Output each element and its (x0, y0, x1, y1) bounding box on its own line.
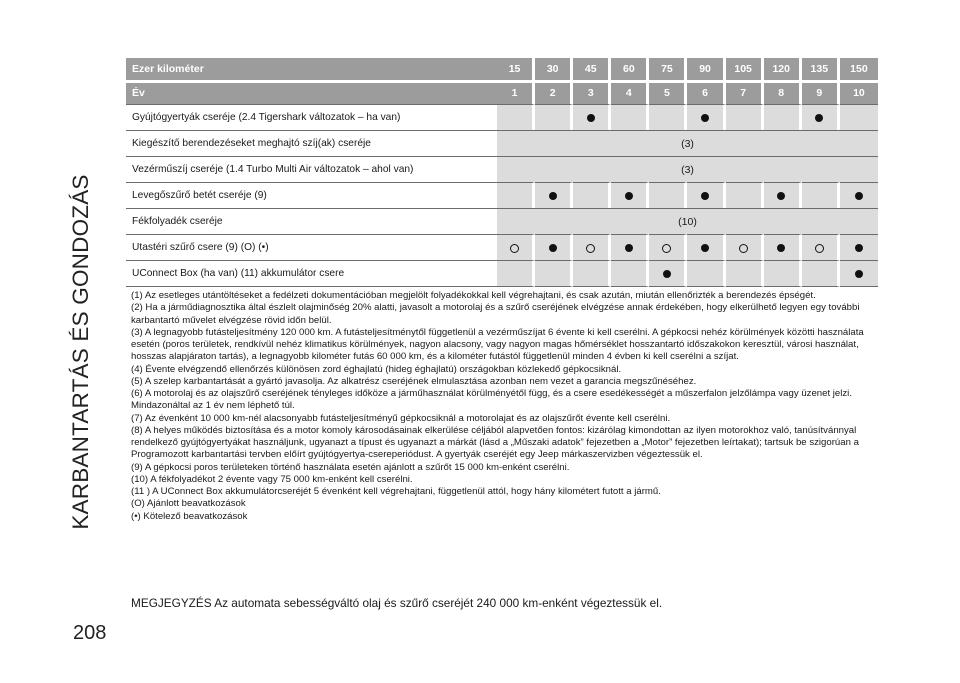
km-header-cell: 45 (573, 58, 611, 83)
row-label: Vezérműszíj cseréje (1.4 Turbo Multi Air változatok – ahol van) (126, 156, 497, 182)
mandatory-dot-icon (855, 192, 863, 200)
schedule-cell (802, 234, 840, 260)
footnotes (131, 290, 883, 523)
maintenance-schedule-table (126, 58, 878, 287)
km-header-label: Ezer kilométer (126, 58, 497, 83)
year-header-cell: 8 (764, 83, 802, 105)
schedule-cell (497, 104, 535, 130)
year-header-cell: 5 (649, 83, 687, 105)
schedule-cell (764, 182, 802, 208)
schedule-cell (840, 104, 878, 130)
km-header-cell: 90 (687, 58, 725, 83)
row-label: Utastéri szűrő csere (9) (O) (•) (126, 234, 497, 260)
page-number: 208 (73, 622, 107, 644)
schedule-cell (802, 104, 840, 130)
schedule-cell (649, 234, 687, 260)
schedule-cell (802, 260, 840, 287)
mandatory-dot-icon (777, 244, 785, 252)
schedule-cell (535, 104, 573, 130)
footnote: (3) A legnagyobb futásteljesítmény 120 000 km. A futásteljesítménytől függetlenül a vezérműszíjat 6 évente ki kell cserélni. A gépkocsi nehéz körülmények közötti használata esetén (poros területek, rendkívül nehéz klimatikus körülmények, nagyon alacsony, vagy nagyon magas hőmérséklet hosszantartó időszakokon keresztül, városi használat, hosszas alapjáraton tartás), a legnagyobb kilométer futás 60 000 km, és a kilométer futástól függetlenül minden 4 évben ki kell cserélni a szíjat. (131, 326, 864, 363)
row-label: Gyújtógyertyák cseréje (2.4 Tigershark változatok – ha van) (126, 104, 497, 130)
mandatory-dot-icon (587, 114, 595, 122)
year-header-cell: 2 (535, 83, 573, 105)
mandatory-dot-icon (663, 270, 671, 278)
chapter-title: KARBANTARTÁS ÉS GONDOZÁS (68, 174, 93, 530)
schedule-cell (573, 260, 611, 287)
schedule-cell (687, 260, 725, 287)
footnote: (10) A fékfolyadékot 2 évente vagy 75 000 km-enként kell cserélni. (131, 473, 413, 485)
mandatory-dot-icon (549, 192, 557, 200)
year-header-cell: 7 (726, 83, 764, 105)
km-header-cell: 105 (726, 58, 764, 83)
footnote: (5) A szelep karbantartását a gyártó javasolja. Az alkatrész cseréjének elmulasztása azonban nem vezet a garancia megszűnéséhez. (131, 375, 697, 387)
km-header-cell: 135 (802, 58, 840, 83)
schedule-cell (611, 260, 649, 287)
schedule-cell (497, 234, 535, 260)
final-note: MEGJEGYZÉS Az automata sebességváltó olaj és szűrő cseréjét 240 000 km-enként végeztessük el. (131, 596, 663, 610)
mandatory-dot-icon (777, 192, 785, 200)
schedule-cell (764, 260, 802, 287)
year-header-cell: 10 (840, 83, 878, 105)
schedule-cell (649, 182, 687, 208)
schedule-cell (687, 234, 725, 260)
mandatory-dot-icon (625, 192, 633, 200)
mandatory-dot-icon (701, 114, 709, 122)
mandatory-dot-icon (625, 244, 633, 252)
mandatory-dot-icon (815, 114, 823, 122)
km-header-cell: 120 (764, 58, 802, 83)
schedule-cell (726, 260, 764, 287)
recommended-circle-icon (510, 244, 519, 253)
schedule-cell (611, 234, 649, 260)
schedule-cell (840, 182, 878, 208)
footnote: (9) A gépkocsi poros területeken történő használata esetén ajánlott a szűrőt 15 000 km-enként cserélni. (131, 461, 570, 473)
mandatory-dot-icon (549, 244, 557, 252)
table-row (126, 260, 878, 287)
interval-note-cell: (10) (497, 208, 878, 234)
recommended-circle-icon (815, 244, 824, 253)
schedule-cell (687, 104, 725, 130)
mandatory-dot-icon (701, 244, 709, 252)
schedule-cell (840, 234, 878, 260)
row-label: Fékfolyadék cseréje (126, 208, 497, 234)
schedule-cell (726, 104, 764, 130)
km-header-cell: 60 (611, 58, 649, 83)
table-row (126, 234, 878, 260)
schedule-cell (764, 234, 802, 260)
schedule-cell (611, 104, 649, 130)
footnote: (11 ) A UConnect Box akkumulátorcseréjét 5 évenként kell végrehajtani, függetlenül attól, hogy hány kilométert futott a jármű. (131, 486, 661, 497)
footnote: (2) Ha a járműdiagnosztika által észlelt olajminőség 20% alatti, javasolt a motorolaj és a szűrő cseréjének elvégzése annak érdekében, hogy elkerülhető legyen egy további karbantartó művelet elvégzése rövid időn belül. (131, 302, 860, 326)
row-label: Kiegészítő berendezéseket meghajtó szíj(ak) cseréje (126, 130, 497, 156)
recommended-circle-icon (586, 244, 595, 253)
table-row (126, 208, 878, 234)
schedule-cell (497, 182, 535, 208)
recommended-circle-icon (739, 244, 748, 253)
schedule-cell (535, 234, 573, 260)
schedule-cell (497, 260, 535, 287)
footnote: (6) A motorolaj és az olajszűrő cseréjének tényleges időköze a járműhasználat körülményétől függ, és a csere esedékességét a műszerfalon jelzőlámpa vagy üzenet jelzi. Mindazonáltal az 1 év nem léphető túl. (131, 388, 852, 412)
schedule-cell (764, 104, 802, 130)
mandatory-dot-icon (701, 192, 709, 200)
schedule-cell (649, 104, 687, 130)
schedule-cell (573, 104, 611, 130)
schedule-cell (535, 182, 573, 208)
footnote: (•) Kötelező beavatkozások (131, 510, 248, 522)
schedule-cell (573, 234, 611, 260)
mandatory-dot-icon (855, 244, 863, 252)
year-header-row (126, 83, 878, 105)
footnote: (1) Az esetleges utántöltéseket a fedélzeti dokumentációban megjelölt folyadékokkal kell végrehajtani, és csak azután, miután ellenőrizték a berendezés épségét. (131, 290, 816, 301)
interval-note-cell: (3) (497, 156, 878, 182)
row-label: UConnect Box (ha van) (11) akkumulátor csere (126, 260, 497, 287)
year-header-cell: 9 (802, 83, 840, 105)
year-header-cell: 4 (611, 83, 649, 105)
table-row (126, 130, 878, 156)
year-header-cell: 1 (497, 83, 535, 105)
footnote: (8) A helyes működés biztosítása és a motor komoly károsodásainak elkerülése céljából alapvetően fontos: kizárólag kimondottan az ilyen motorokhoz való, tanúsítvánnyal rendelkező gyújtógyertyákat használjunk, ugyanazt a típust és ugyanazt a márkát (lásd a „Műszaki adatok” fejezetben a „Motor” fejezetben leírtakat); tartsuk be szigorúan a Programozott karbantartási tervben előírt gyújtógyertya-csereperiódust. A gyertyák cseréjét egy Jeep márkaszervizben végeztessük el. (131, 424, 859, 461)
km-header-cell: 150 (840, 58, 878, 83)
schedule-cell (687, 182, 725, 208)
interval-note-cell: (3) (497, 130, 878, 156)
year-header-cell: 6 (687, 83, 725, 105)
schedule-cell (840, 260, 878, 287)
table-row (126, 182, 878, 208)
schedule-cell (535, 260, 573, 287)
footnote: (7) Az évenként 10 000 km-nél alacsonyabb futásteljesítményű gépkocsiknál a motorolajat és az olajszűrőt évente kell cserélni. (131, 412, 671, 424)
km-header-row (126, 58, 878, 83)
schedule-cell (726, 182, 764, 208)
footnote: (O) Ajánlott beavatkozások (131, 498, 246, 510)
table-row (126, 156, 878, 182)
row-label: Levegőszűrő betét cseréje (9) (126, 182, 497, 208)
km-header-cell: 30 (535, 58, 573, 83)
schedule-cell (649, 260, 687, 287)
km-header-cell: 15 (497, 58, 535, 83)
year-header-label: Év (126, 83, 497, 105)
table-row (126, 104, 878, 130)
recommended-circle-icon (662, 244, 671, 253)
schedule-cell (611, 182, 649, 208)
mandatory-dot-icon (855, 270, 863, 278)
footnote: (4) Évente elvégzendő ellenőrzés különösen zord éghajlatú (hideg éghajlatú) országokban közlekedő gépkocsiknál. (131, 363, 622, 375)
km-header-cell: 75 (649, 58, 687, 83)
schedule-cell (802, 182, 840, 208)
schedule-cell (573, 182, 611, 208)
year-header-cell: 3 (573, 83, 611, 105)
schedule-cell (726, 234, 764, 260)
